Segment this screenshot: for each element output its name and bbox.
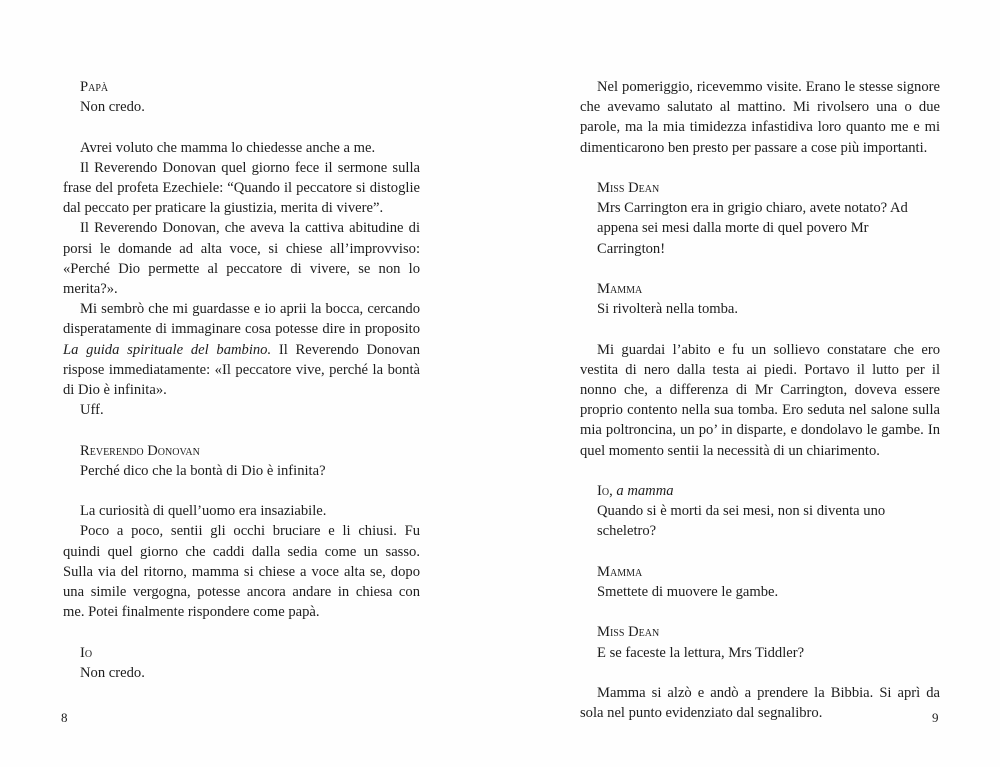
paragraph: Avrei voluto che mamma lo chiedesse anche a me.	[80, 139, 376, 156]
paragraph: La curiosità di quell’uomo era insaziabile.	[80, 503, 327, 520]
dialogue-line: Smettete di muovere le gambe.	[597, 584, 779, 600]
speaker-name: Io,	[597, 483, 613, 499]
paragraph-text: Il Reverendo Donovan rispose immediatamente: «Il peccatore vive, perché la bontà di Dio è infinita».	[63, 341, 420, 399]
paragraph: Poco a poco, sentii gli occhi bruciare e li chiusi. Fu quindi quel giorno che caddi dalla sedia come un sasso. Sulla via del ritorno, mamma si chiese a voce alta se, dopo una simile vergogna, potesse ancora andare in chiesa con me. Potei finalmente rispondere come papà.	[63, 523, 420, 621]
right-page	[580, 77, 940, 723]
stage-direction: a mamma	[616, 483, 674, 499]
speaker-label	[580, 481, 940, 501]
left-page	[63, 77, 420, 683]
dialogue-line: E se faceste la lettura, Mrs Tiddler?	[597, 644, 805, 661]
paragraph: Nel pomeriggio, ricevemmo visite. Erano le stesse signore che avevamo salutato al mattino. Mi rivolsero una o due parole, ma la mia timidezza infastidiva loro quanto me e mi dimenticarono ben presto per passare a cose più importanti.	[580, 79, 940, 156]
paragraph: Il Reverendo Donovan quel giorno fece il sermone sulla frase del profeta Ezechiele: “Quando il peccatore si distoglie dal peccato per praticare la giustizia, merita di vivere”.	[63, 159, 420, 217]
paragraph	[63, 299, 420, 400]
page-number-left: 8	[61, 710, 68, 725]
speaker-label: Miss Dean	[597, 180, 660, 196]
dialogue-line: Non credo.	[80, 99, 145, 116]
dialogue-line: Perché dico che la bontà di Dio è infinita?	[80, 462, 326, 479]
paragraph: Uff.	[80, 402, 104, 419]
speaker-label: Io	[80, 644, 93, 661]
paragraph: Mi guardai l’abito e fu un sollievo constatare che ero vestita di nero dalla testa ai piedi. Portavo il lutto per il nonno che, a differenza di Mr Carrington, doveva essere proprio contento nella sua tomba. Ero seduta nel salone sulla mia poltroncina, un po’ in disparte, e dondolavo le gambe. In quel momento sentii la necessità di un chiarimento.	[580, 341, 940, 459]
page-number-right: 9	[932, 710, 939, 725]
book-title: La guida spirituale del bambino.	[63, 341, 272, 358]
paragraph: Il Reverendo Donovan, che aveva la cattiva abitudine di porsi le domande ad alta voce, si chiese all’improvviso: «Perché Dio permette al peccatore di vivere, se non lo merita?».	[63, 220, 420, 298]
speaker-label: Papà	[80, 79, 109, 95]
dialogue-line: Mrs Carrington era in grigio chiaro, avete notato? Ad appena sei mesi dalla morte di quel povero Mr Carrington!	[597, 200, 908, 257]
speaker-label: Reverendo Donovan	[80, 442, 200, 459]
paragraph: Mamma si alzò e andò a prendere la Bibbia. Si aprì da sola nel punto evidenziato dal segnalibro.	[580, 684, 940, 722]
dialogue-line: Non credo.	[80, 664, 145, 681]
speaker-label: Mamma	[597, 281, 643, 297]
speaker-label: Mamma	[597, 563, 643, 580]
dialogue-line: Quando si è morti da sei mesi, non si diventa uno scheletro?	[597, 503, 886, 540]
dialogue-line: Si rivolterà nella tomba.	[597, 301, 739, 318]
speaker-label: Miss Dean	[597, 624, 660, 641]
paragraph-text: Mi sembrò che mi guardasse e io aprii la bocca, cercando disperatamente di immaginare cosa potesse dire in proposito	[63, 301, 420, 338]
